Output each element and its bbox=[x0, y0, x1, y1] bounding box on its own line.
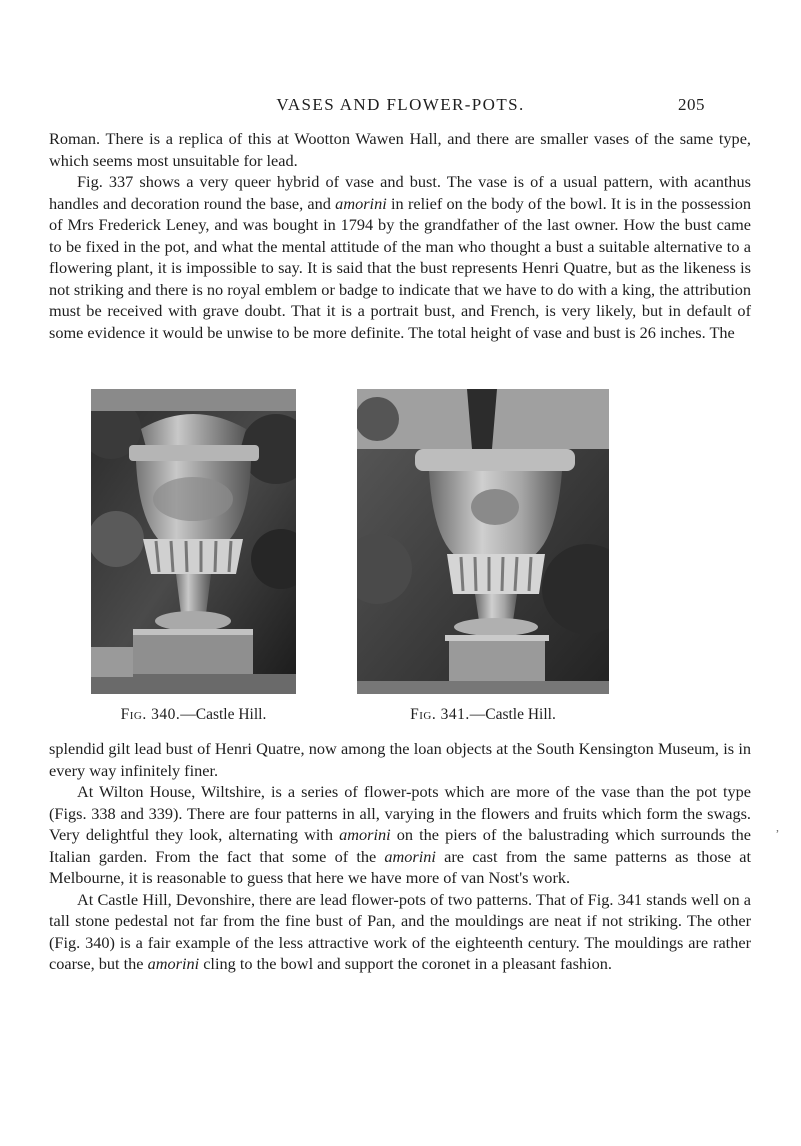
italic-term: amorini bbox=[147, 954, 200, 973]
figure-caption bbox=[357, 706, 609, 724]
italic-term: amorini bbox=[384, 846, 436, 866]
vase-photo-340 bbox=[91, 389, 296, 694]
figure-caption-text: —Castle Hill. bbox=[180, 706, 267, 723]
vase-photo-341-image bbox=[357, 389, 609, 694]
running-title: VASES AND FLOWER-POTS. bbox=[276, 95, 525, 114]
paragraph bbox=[49, 128, 751, 171]
figure-340 bbox=[91, 389, 296, 724]
paragraph bbox=[49, 889, 751, 975]
text-block-top bbox=[49, 128, 751, 343]
stray-mark: , bbox=[776, 820, 779, 834]
paragraph-text: are cast from the same patterns as those at Melbourne, it is reasonable to guess that here we have more of van Nost's work. bbox=[49, 846, 751, 887]
running-head bbox=[0, 94, 801, 116]
paragraph-text: in relief on the body of the bowl. It is in the possession of Mrs Frederick Leney, and was bought in 1794 by the grandfather of the last owner. How the bust came to be fixed in the pot, and what the mental attitude of the man who thought a bust a suitable alternative to a flowering plant, it is impossible to say. It is said that the bust represents Henri Quatre, but as the likeness is not striking and there is no royal emblem or badge to indicate that we have to do with a king, the attribution must be received with grave doubt. That it is a portrait bust, and French, is very likely, but in default of some evidence it would be unwise to be more definite. The total height of vase and bust is 26 inches. The bbox=[49, 193, 751, 342]
paragraph-text: Roman. There is a replica of this at Wootton Wawen Hall, and there are smaller vases of the same type, which seems most unsuitable for lead. bbox=[49, 129, 751, 170]
paragraph bbox=[49, 781, 751, 889]
paragraph-text: At Castle Hill, Devonshire, there are lead flower-pots of two patterns. That of Fig. 341 stands well on a tall stone pedestal not far from the fine bust of Pan, and the mouldings are neat if not striking. The other (Fig. 340) is a fair example of the less attractive work of the eighteenth century. The mouldings are rather coarse, but the bbox=[49, 889, 751, 973]
italic-term: amorini bbox=[335, 193, 387, 213]
italic-term: amorini bbox=[339, 825, 391, 844]
figure-caption-text: —Castle Hill. bbox=[469, 706, 556, 723]
paragraph-text: splendid gilt lead bust of Henri Quatre, now among the loan objects at the South Kensington Museum, is in every way infinitely finer. bbox=[49, 739, 751, 780]
paragraph-text: At Wilton House, Wiltshire, is a series of flower-pots which are more of the vase than the pot type (Figs. 338 and 339). There are four patterns in all, varying in the flowers and fruits which form the swags. Very delightful they look, alternating with bbox=[49, 782, 751, 844]
page-number: 205 bbox=[678, 95, 705, 114]
figure-label: Fig. 340. bbox=[120, 706, 181, 723]
paragraph bbox=[49, 171, 751, 343]
vase-photo-340-image bbox=[91, 389, 296, 694]
paragraph bbox=[49, 738, 751, 781]
paragraph-text: Fig. 337 shows a very queer hybrid of vase and bust. The vase is of a usual pattern, with acanthus handles and decoration round the base, and bbox=[49, 172, 751, 213]
figure-341 bbox=[357, 389, 609, 724]
paragraph-text: on the piers of the balustrading which surrounds the Italian garden. From the fact that some of the bbox=[49, 825, 752, 866]
figure-caption bbox=[91, 706, 296, 724]
vase-photo-341 bbox=[357, 389, 609, 694]
figure-label: Fig. 341. bbox=[410, 706, 470, 723]
text-block-bottom bbox=[49, 738, 751, 975]
paragraph-text: cling to the bowl and support the coronet in a pleasant fashion. bbox=[199, 954, 612, 973]
